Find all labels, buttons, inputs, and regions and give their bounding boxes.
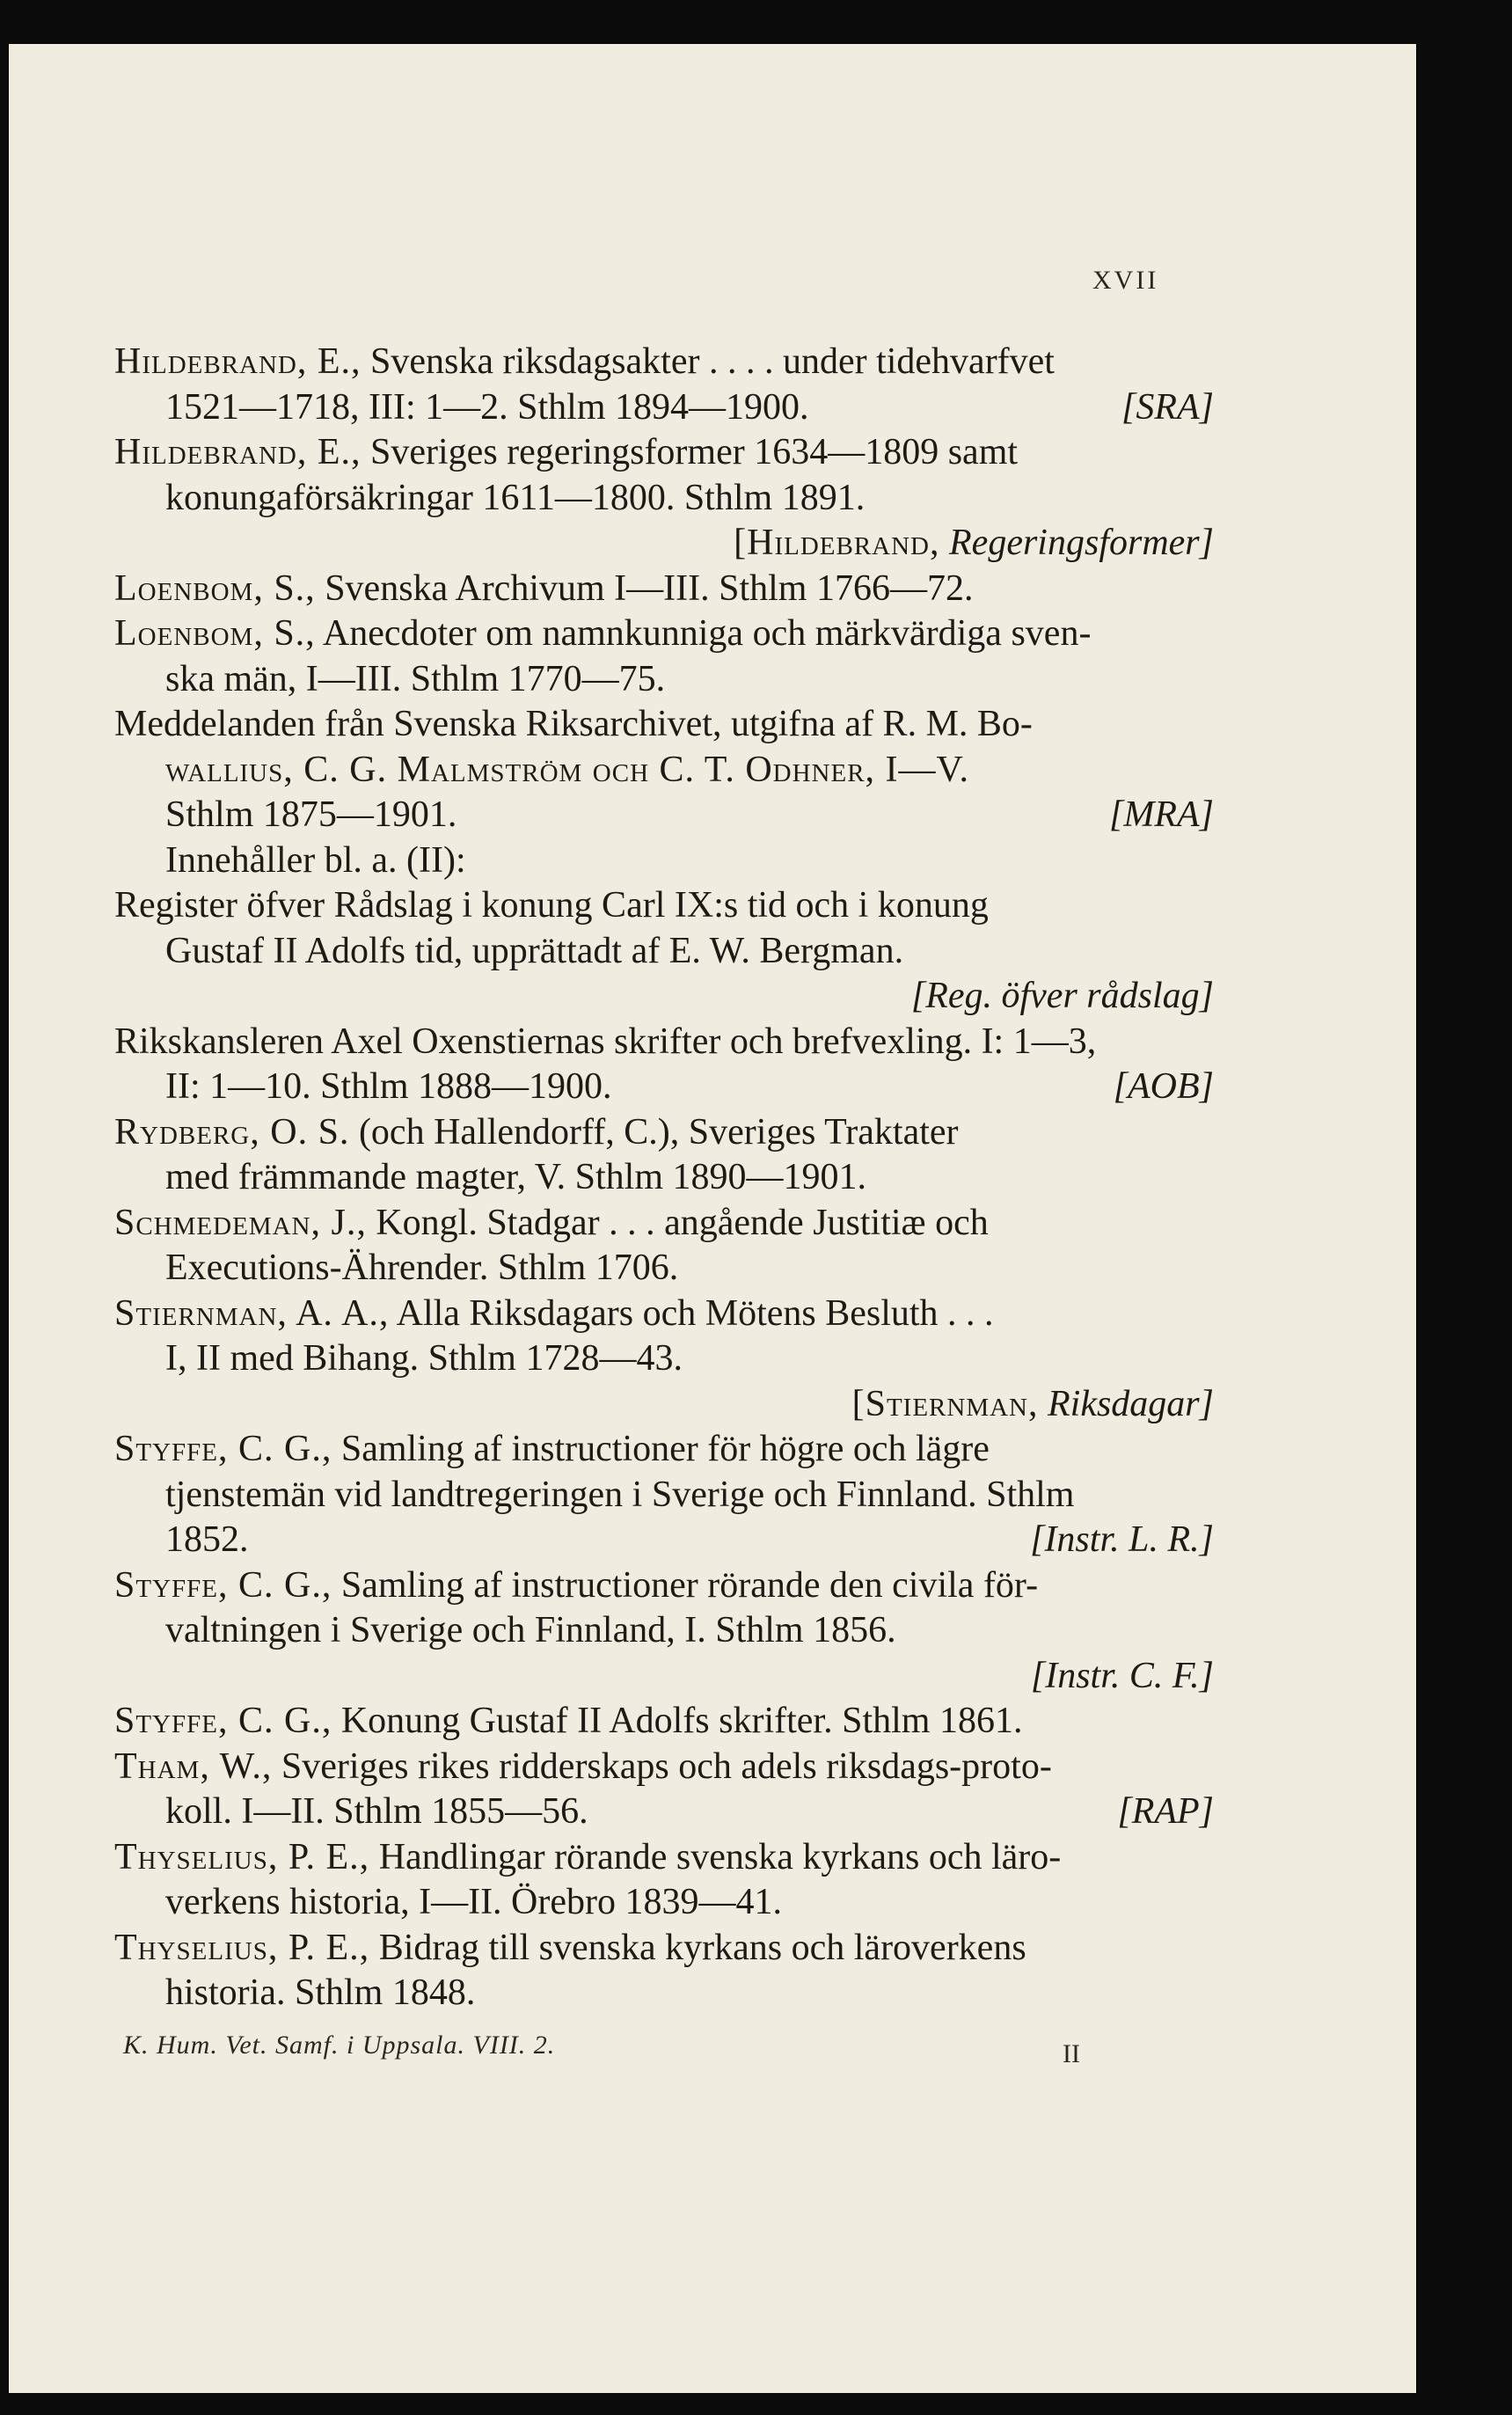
entry-text: Samling af instructioner rörande den civila för- — [340, 1564, 1039, 1606]
bib-entry-line — [114, 1382, 1214, 1428]
entry-abbreviation: [AOB] — [1113, 1066, 1214, 1107]
entry-text: (och Hallendorff, C.), Sveriges Traktater — [358, 1111, 959, 1153]
bib-entry-line — [114, 340, 1214, 385]
bib-entry-line — [114, 1926, 1214, 1972]
entry-text: Bidrag till svenska kyrkans och läroverkens — [378, 1927, 1026, 1968]
entry-text: I, II med Bihang. Sthlm 1728—43. — [165, 1338, 683, 1379]
entry-text: 1852. — [165, 1519, 249, 1560]
entry-text: verkens historia, I—II. Örebro 1839—41. — [165, 1882, 782, 1922]
bib-entry-line — [114, 1155, 1214, 1201]
entry-author: Hildebrand, E., — [114, 432, 362, 472]
entry-abbreviation: [Instr. C. F.] — [1030, 1655, 1214, 1696]
book-page — [9, 44, 1416, 2393]
entry-author: Styffe, C. G., — [114, 1429, 332, 1469]
bib-entry-line — [114, 430, 1214, 476]
entry-text: wallius, C. G. Malmström och C. T. Odhner, I—V. — [165, 749, 969, 790]
bib-entry-line — [114, 1880, 1214, 1926]
bib-entry-line — [114, 1835, 1214, 1881]
bib-entry-line — [114, 748, 1214, 794]
bib-entry-line — [114, 567, 1214, 612]
page-number: XVII — [1092, 266, 1159, 295]
bib-entry-line — [114, 1971, 1214, 2016]
entry-author: Schmedeman, J., — [114, 1202, 367, 1243]
entry-text: Konung Gustaf II Adolfs skrifter. Sthlm 1861. — [340, 1701, 1023, 1741]
bib-entry-line — [114, 929, 1214, 975]
entry-author: Loenbom, S., — [114, 567, 316, 609]
entry-text: 1521—1718, III: 1—2. Sthlm 1894—1900. — [165, 386, 809, 428]
entry-text: koll. I—II. Sthlm 1855—56. — [165, 1791, 588, 1832]
bib-entry-line — [114, 1336, 1214, 1382]
entry-author: Hildebrand, E., — [114, 341, 362, 382]
bib-entry-line — [114, 838, 1214, 884]
entry-author: Stiernman, A. A., — [114, 1292, 390, 1334]
bib-entry-line — [114, 385, 1214, 431]
entry-text: Rikskansleren Axel Oxenstiernas skrifter och brefvexling. I: 1—3, — [114, 1021, 1097, 1062]
bib-entry-line — [114, 1745, 1214, 1790]
entry-text: Sveriges regeringsformer 1634—1809 samt — [370, 432, 1019, 472]
entry-abbreviation: Riksdagar] — [1048, 1383, 1214, 1424]
bib-entry-line — [114, 1654, 1214, 1700]
bib-entry-line — [114, 611, 1214, 657]
entry-text: historia. Sthlm 1848. — [165, 1972, 476, 2013]
bib-entry-line — [114, 1065, 1214, 1110]
entry-text: Kongl. Stadgar . . . angående Justitiæ och — [376, 1202, 989, 1243]
entry-author: Rydberg, O. S. — [114, 1111, 350, 1153]
entry-author: Thyselius, P. E., — [114, 1836, 370, 1877]
entry-text: Anecdoter om namnkunniga och märkvärdiga sven- — [322, 613, 1092, 654]
entry-abbreviation: [Reg. öfver rådslag] — [910, 976, 1214, 1016]
entry-author: Thyselius, P. E., — [114, 1927, 370, 1968]
bib-entry-line — [114, 1518, 1214, 1563]
entry-text: Executions-Ährender. Sthlm 1706. — [165, 1248, 679, 1288]
entry-text: Meddelanden från Svenska Riksarchivet, utgifna af R. M. Bo- — [114, 704, 1033, 744]
bib-entry-line — [114, 702, 1214, 748]
entry-text: Sthlm 1875—1901. — [165, 794, 457, 835]
entry-text: Svenska riksdagsakter . . . . under tidehvarfvet — [370, 341, 1055, 382]
entry-text: Samling af instructioner för högre och lägre — [340, 1429, 990, 1469]
entry-abbreviation: [SRA] — [1121, 386, 1214, 428]
entry-abbreviation: [Instr. L. R.] — [1030, 1519, 1214, 1560]
footer-series-title: K. Hum. Vet. Samf. i Uppsala. VIII. 2. — [123, 2031, 556, 2060]
entry-text: valtningen i Sverige och Finnland, I. Sthlm 1856. — [165, 1610, 896, 1650]
entry-text: ska män, I—III. Sthlm 1770—75. — [165, 658, 666, 699]
signature-mark: II — [1063, 2039, 1080, 2068]
entry-text: Handlingar rörande svenska kyrkans och läro- — [378, 1836, 1062, 1877]
bib-entry-line — [114, 476, 1214, 522]
entry-text: Gustaf II Adolfs tid, upprättadt af E. W. Bergman. — [165, 930, 904, 971]
entry-text: Svenska Archivum I—III. Sthlm 1766—72. — [325, 567, 974, 609]
bib-entry-line — [114, 1427, 1214, 1473]
bib-entry-line — [114, 1563, 1214, 1609]
bib-entry-line — [114, 1201, 1214, 1247]
entry-text: Innehåller bl. a. (II): — [165, 839, 466, 881]
entry-author: Loenbom, S., — [114, 613, 316, 654]
entry-author: Styffe, C. G., — [114, 1564, 332, 1606]
bibliography — [114, 340, 1214, 2016]
bib-entry-line — [114, 657, 1214, 703]
bib-entry-line — [114, 793, 1214, 838]
bib-entry-line — [114, 521, 1214, 567]
entry-author: Styffe, C. G., — [114, 1701, 332, 1741]
entry-abbreviation: [RAP] — [1117, 1791, 1214, 1832]
bib-entry-line — [114, 1699, 1214, 1745]
bib-entry-line — [114, 1020, 1214, 1065]
entry-text: II: 1—10. Sthlm 1888—1900. — [165, 1066, 612, 1107]
entry-abbreviation-author: [Hildebrand, — [734, 523, 940, 563]
bib-entry-line — [114, 1292, 1214, 1337]
bib-entry-line — [114, 1110, 1214, 1156]
entry-text: med främmande magter, V. Sthlm 1890—1901. — [165, 1157, 866, 1197]
entry-author: Tham, W., — [114, 1745, 273, 1787]
entry-abbreviation-author: [Stiernman, — [851, 1383, 1039, 1424]
entry-text: konungaförsäkringar 1611—1800. Sthlm 1891. — [165, 477, 866, 518]
bib-entry-line — [114, 883, 1214, 929]
entry-abbreviation: [MRA] — [1109, 794, 1214, 835]
entry-text: Sveriges rikes ridderskaps och adels riksdags-proto- — [281, 1745, 1052, 1787]
entry-abbreviation: Regeringsformer] — [949, 523, 1214, 563]
bib-entry-line — [114, 974, 1214, 1020]
entry-text: tjenstemän vid landtregeringen i Sverige och Finnland. Sthlm — [165, 1474, 1075, 1515]
bib-entry-line — [114, 1789, 1214, 1835]
bib-entry-line — [114, 1246, 1214, 1292]
bib-entry-line — [114, 1473, 1214, 1519]
bib-entry-line — [114, 1608, 1214, 1654]
entry-text: Register öfver Rådslag i konung Carl IX:s tid och i konung — [114, 885, 989, 926]
entry-text: Alla Riksdagars och Mötens Besluth . . . — [396, 1292, 994, 1334]
